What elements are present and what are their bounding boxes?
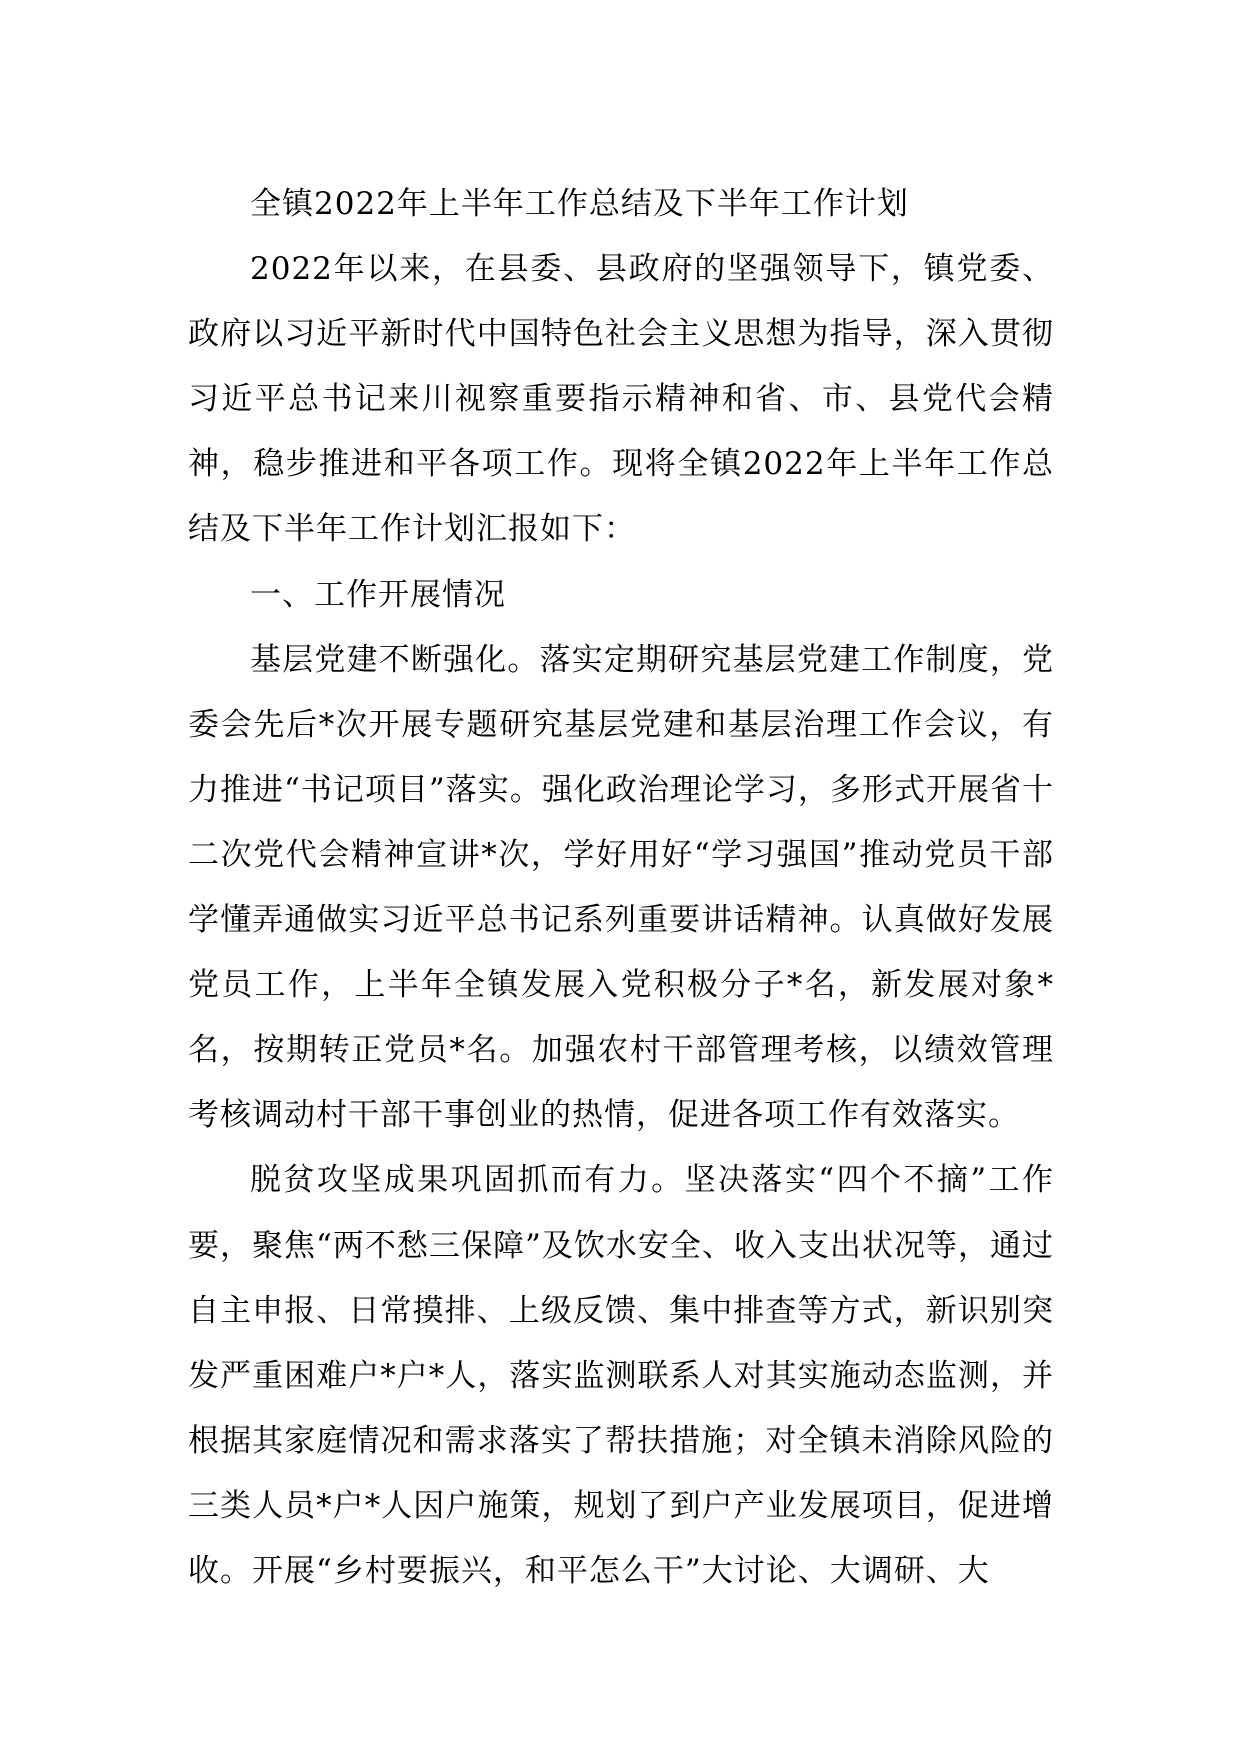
section-heading: 一、工作开展情况: [250, 576, 506, 613]
party-building-paragraph: 基层党建不断强化。落实定期研究基层党建工作制度，党委会先后*次开展专题研究基层党建和基层治理工作会议，有力推进“书记项目”落实。强化政治理论学习，多形式开展省十二次党代会精神宣讲*次，学好用好“学习强国”推动党员干部学懂弄通做实习近平总书记系列重要讲话精神。认真做好发展党员工作，上半年全镇发展入党积极分子*名，新发展对象*名，按期转正党员*名。加强农村干部管理考核，以绩效管理考核调动村干部干事创业的热情，促进各项工作有效落实。: [188, 641, 1054, 1134]
intro-paragraph: 2022年以来，在县委、县政府的坚强领导下，镇党委、政府以习近平新时代中国特色社会主义思想为指导，深入贯彻习近平总书记来川视察重要指示精神和省、市、县党代会精神，稳步推进和平各项工作。现将全镇2022年上半年工作总结及下半年工作计划汇报如下：: [188, 251, 1054, 548]
document-title: 全镇2022年上半年工作总结及下半年工作计划: [250, 186, 909, 222]
document-body: [188, 172, 1054, 1604]
poverty-paragraph: 脱贫攻坚成果巩固抓而有力。坚决落实“四个不摘”工作要，聚焦“两不愁三保障”及饮水安全、收入支出状况等，通过自主申报、日常摸排、上级反馈、集中排查等方式，新识别突发严重困难户*户*人，落实监测联系人对其实施动态监测，并根据其家庭情况和需求落实了帮扶措施；对全镇未消除风险的三类人员*户*人因户施策，规划了到户产业发展项目，促进增收。开展“乡村要振兴，和平怎么干”大讨论、大调研、大: [188, 1162, 1054, 1589]
